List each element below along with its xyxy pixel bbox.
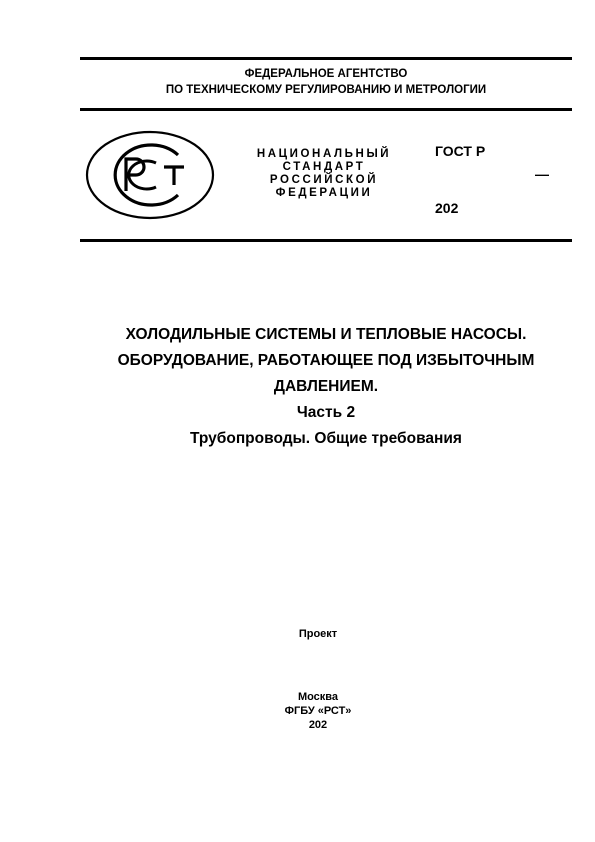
standard-line-2: СТАНДАРТ [282,161,366,173]
rst-certification-mark-icon [84,129,216,221]
publisher-city: Москва [297,691,339,703]
publisher-org: ФГБУ «РСТ» [284,705,352,717]
title-line-1: ХОЛОДИЛЬНЫЕ СИСТЕМЫ И ТЕПЛОВЫЕ НАСОСЫ. [125,326,527,343]
title-line-2: ОБОРУДОВАНИЕ, РАБОТАЮЩЕЕ ПОД ИЗБЫТОЧНЫМ [117,352,535,369]
header-rule [80,108,572,111]
title-line-3: ДАВЛЕНИЕМ. [273,378,379,395]
draft-status: Проект [298,628,338,640]
standard-line-4: ФЕДЕРАЦИИ [275,187,373,199]
standard-rule [80,239,572,242]
standard-line-3: РОССИЙСКОЙ [269,174,379,186]
title-part: Часть 2 [296,404,356,421]
standard-number-dash: — [535,166,549,182]
document-title [60,322,592,452]
publisher-year: 202 [308,719,328,731]
agency-header [80,66,572,98]
standard-designation: ГОСТ Р [435,143,486,159]
publisher-block [200,690,436,732]
agency-line-1: ФЕДЕРАЛЬНОЕ АГЕНТСТВО [244,68,408,80]
national-standard-block [250,148,398,200]
standard-line-1: НАЦИОНАЛЬНЫЙ [256,148,392,160]
top-rule [80,57,572,60]
agency-line-2: ПО ТЕХНИЧЕСКОМУ РЕГУЛИРОВАНИЮ И МЕТРОЛОГИИ [165,84,487,96]
title-subtitle: Трубопроводы. Общие требования [190,430,462,447]
standard-year: 202 [435,200,459,216]
